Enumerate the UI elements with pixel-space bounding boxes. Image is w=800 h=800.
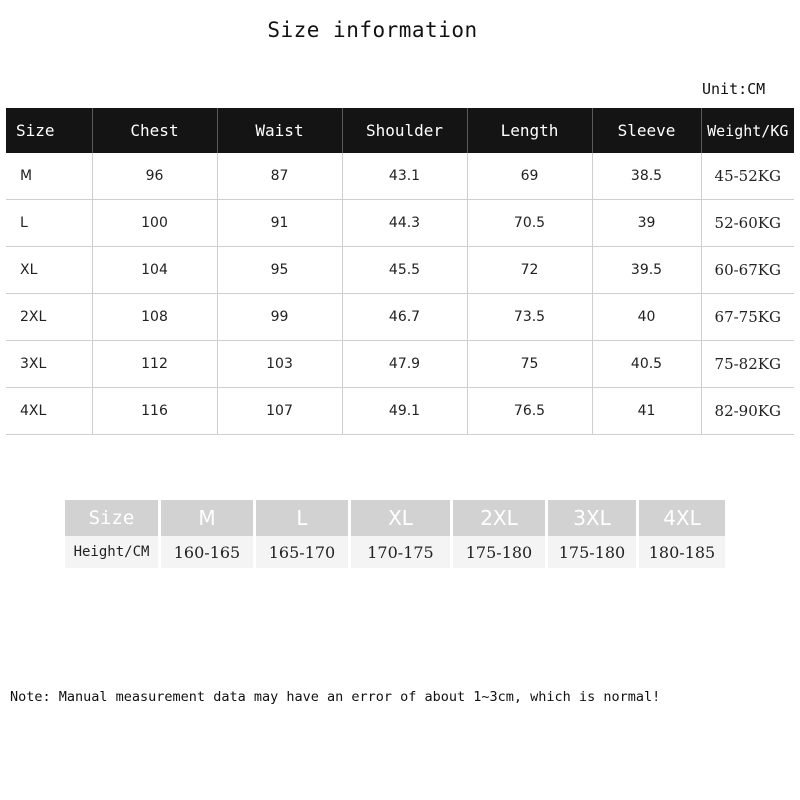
header-chest: Chest bbox=[92, 108, 217, 153]
height-cell-l: 165-170 bbox=[256, 536, 348, 568]
header-shoulder: Shoulder bbox=[342, 108, 467, 153]
table-row bbox=[6, 153, 794, 200]
cell-waist: 95 bbox=[217, 247, 342, 294]
cell-shoulder: 45.5 bbox=[342, 247, 467, 294]
header-length: Length bbox=[467, 108, 592, 153]
height-label: Height/CM bbox=[65, 536, 158, 568]
cell-sleeve: 40 bbox=[592, 294, 701, 341]
cell-size: 2XL bbox=[6, 294, 92, 341]
cell-size: M bbox=[6, 153, 92, 200]
height-cell-m: 160-165 bbox=[161, 536, 253, 568]
cell-chest: 112 bbox=[92, 341, 217, 388]
cell-weight: 52-60KG bbox=[701, 200, 794, 247]
cell-chest: 96 bbox=[92, 153, 217, 200]
cell-size: L bbox=[6, 200, 92, 247]
cell-sleeve: 38.5 bbox=[592, 153, 701, 200]
table-row bbox=[6, 388, 794, 435]
cell-sleeve: 39.5 bbox=[592, 247, 701, 294]
cell-sleeve: 39 bbox=[592, 200, 701, 247]
cell-shoulder: 47.9 bbox=[342, 341, 467, 388]
table-row bbox=[6, 341, 794, 388]
cell-waist: 107 bbox=[217, 388, 342, 435]
cell-length: 69 bbox=[467, 153, 592, 200]
cell-length: 75 bbox=[467, 341, 592, 388]
header-sleeve: Sleeve bbox=[592, 108, 701, 153]
height-header-2xl: 2XL bbox=[453, 500, 545, 536]
table-row bbox=[6, 200, 794, 247]
height-table-header-row bbox=[65, 500, 725, 536]
height-cell-4xl: 180-185 bbox=[639, 536, 725, 568]
cell-chest: 116 bbox=[92, 388, 217, 435]
cell-length: 76.5 bbox=[467, 388, 592, 435]
cell-shoulder: 44.3 bbox=[342, 200, 467, 247]
cell-weight: 82-90KG bbox=[701, 388, 794, 435]
size-table bbox=[6, 108, 794, 435]
cell-chest: 104 bbox=[92, 247, 217, 294]
size-table-header-row bbox=[6, 108, 794, 153]
unit-label: Unit:CM bbox=[702, 80, 766, 98]
height-header-m: M bbox=[161, 500, 253, 536]
cell-waist: 87 bbox=[217, 153, 342, 200]
cell-waist: 99 bbox=[217, 294, 342, 341]
height-header-4xl: 4XL bbox=[639, 500, 725, 536]
height-header-xl: XL bbox=[351, 500, 450, 536]
cell-shoulder: 49.1 bbox=[342, 388, 467, 435]
page-title: Size information bbox=[267, 18, 478, 42]
height-row bbox=[65, 536, 725, 568]
cell-size: XL bbox=[6, 247, 92, 294]
table-row bbox=[6, 294, 794, 341]
height-header-3xl: 3XL bbox=[548, 500, 636, 536]
cell-sleeve: 41 bbox=[592, 388, 701, 435]
cell-chest: 100 bbox=[92, 200, 217, 247]
height-cell-2xl: 175-180 bbox=[453, 536, 545, 568]
cell-sleeve: 40.5 bbox=[592, 341, 701, 388]
cell-waist: 91 bbox=[217, 200, 342, 247]
cell-weight: 75-82KG bbox=[701, 341, 794, 388]
height-cell-xl: 170-175 bbox=[351, 536, 450, 568]
header-weight: Weight/KG bbox=[701, 108, 794, 153]
cell-length: 72 bbox=[467, 247, 592, 294]
cell-shoulder: 46.7 bbox=[342, 294, 467, 341]
measurement-note: Note: Manual measurement data may have an error of about 1~3cm, which is normal! bbox=[10, 689, 661, 705]
height-cell-3xl: 175-180 bbox=[548, 536, 636, 568]
table-row bbox=[6, 247, 794, 294]
cell-shoulder: 43.1 bbox=[342, 153, 467, 200]
height-header-l: L bbox=[256, 500, 348, 536]
height-table bbox=[62, 500, 728, 568]
cell-length: 70.5 bbox=[467, 200, 592, 247]
cell-length: 73.5 bbox=[467, 294, 592, 341]
header-waist: Waist bbox=[217, 108, 342, 153]
cell-weight: 45-52KG bbox=[701, 153, 794, 200]
height-header-size: Size bbox=[65, 500, 158, 536]
cell-waist: 103 bbox=[217, 341, 342, 388]
cell-size: 4XL bbox=[6, 388, 92, 435]
cell-weight: 67-75KG bbox=[701, 294, 794, 341]
header-size: Size bbox=[6, 108, 92, 153]
cell-weight: 60-67KG bbox=[701, 247, 794, 294]
cell-chest: 108 bbox=[92, 294, 217, 341]
cell-size: 3XL bbox=[6, 341, 92, 388]
